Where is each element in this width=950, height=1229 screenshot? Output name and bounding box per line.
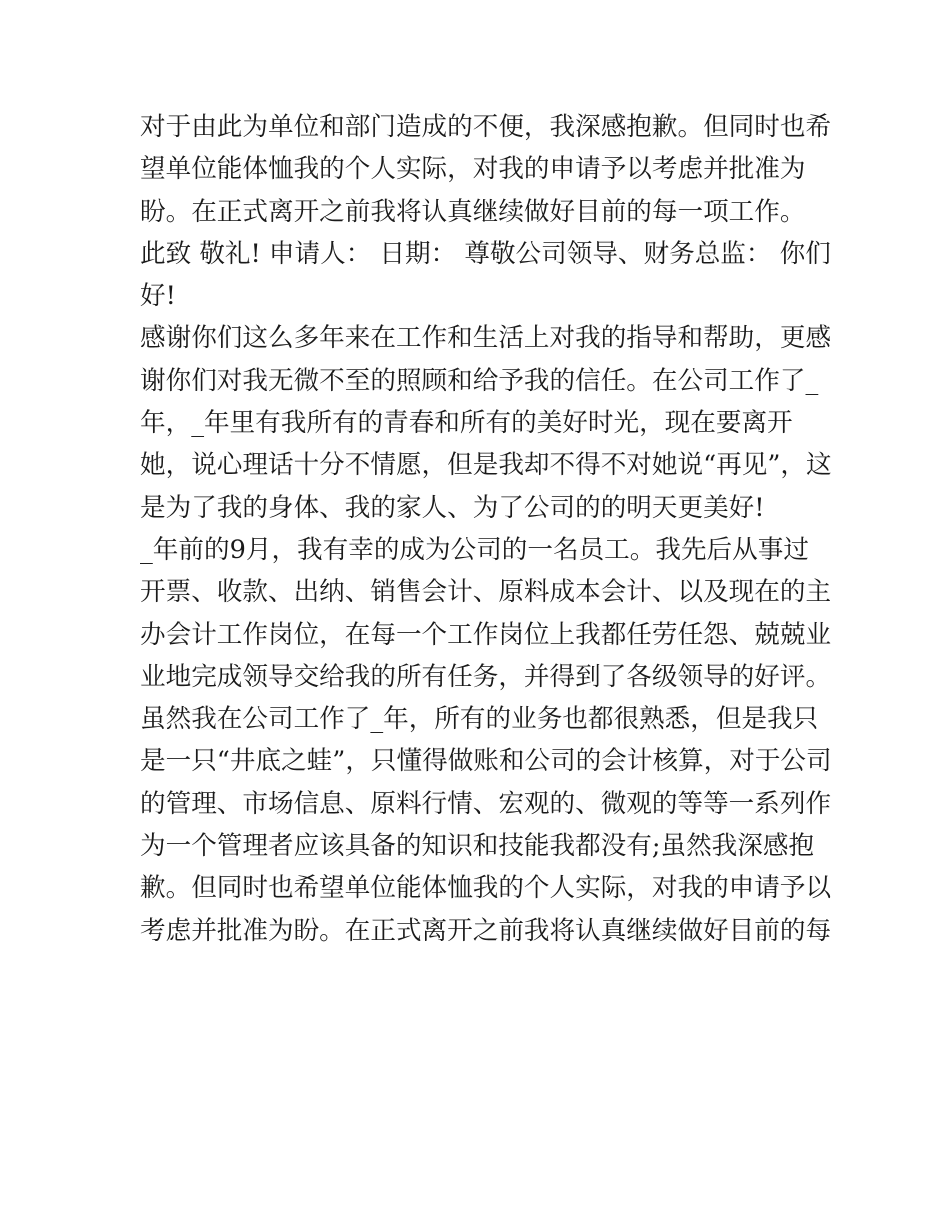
text-line: 好!: [140, 281, 176, 312]
text-line: 是一只“井底之蛙”，只懂得做账和公司的会计核算，对于公司: [140, 746, 832, 777]
text-line: 谢你们对我无微不至的照顾和给予我的信任。在公司工作了_: [140, 365, 819, 396]
text-line: 年，_年里有我所有的青春和所有的美好时光，现在要离开: [140, 408, 793, 439]
document-body: [140, 106, 832, 952]
text-line: 她，说心理话十分不情愿，但是我却不得不对她说“再见”，这: [140, 450, 832, 481]
text-line: 歉。但同时也希望单位能体恤我的个人实际，对我的申请予以: [140, 873, 832, 904]
text-line: 考虑并批准为盼。在正式离开之前我将认真继续做好目前的每: [140, 915, 832, 946]
text-line: 对于由此为单位和部门造成的不便，我深感抱歉。但同时也希: [140, 112, 832, 142]
text-line: 望单位能体恤我的个人实际，对我的申请予以考虑并批准为: [140, 154, 806, 185]
text-line: 盼。在正式离开之前我将认真继续做好目前的每一项工作。: [140, 196, 806, 227]
text-line: 开票、收款、出纳、销售会计、原料成本会计、以及现在的主: [140, 577, 832, 608]
text-line: 为一个管理者应该具备的知识和技能我都没有;虽然我深感抱: [140, 831, 815, 862]
text-line: 虽然我在公司工作了_年，所有的业务也都很熟悉，但是我只: [140, 704, 819, 735]
text-line: 的管理、市场信息、原料行情、宏观的、微观的等等一系列作: [140, 788, 832, 819]
text-line: 此致 敬礼! 申请人： 日期： 尊敬公司领导、财务总监： 你们: [140, 238, 831, 269]
text-line: 办会计工作岗位，在每一个工作岗位上我都任劳任怨、兢兢业: [140, 619, 832, 650]
text-line: 业地完成领导交给我的所有任务，并得到了各级领导的好评。: [140, 661, 832, 692]
text-line: 是为了我的身体、我的家人、为了公司的的明天更美好!: [140, 492, 765, 523]
text-line: _年前的9月，我有幸的成为公司的一名员工。我先后从事过: [140, 534, 809, 565]
text-line: 感谢你们这么多年来在工作和生活上对我的指导和帮助，更感: [140, 323, 832, 354]
